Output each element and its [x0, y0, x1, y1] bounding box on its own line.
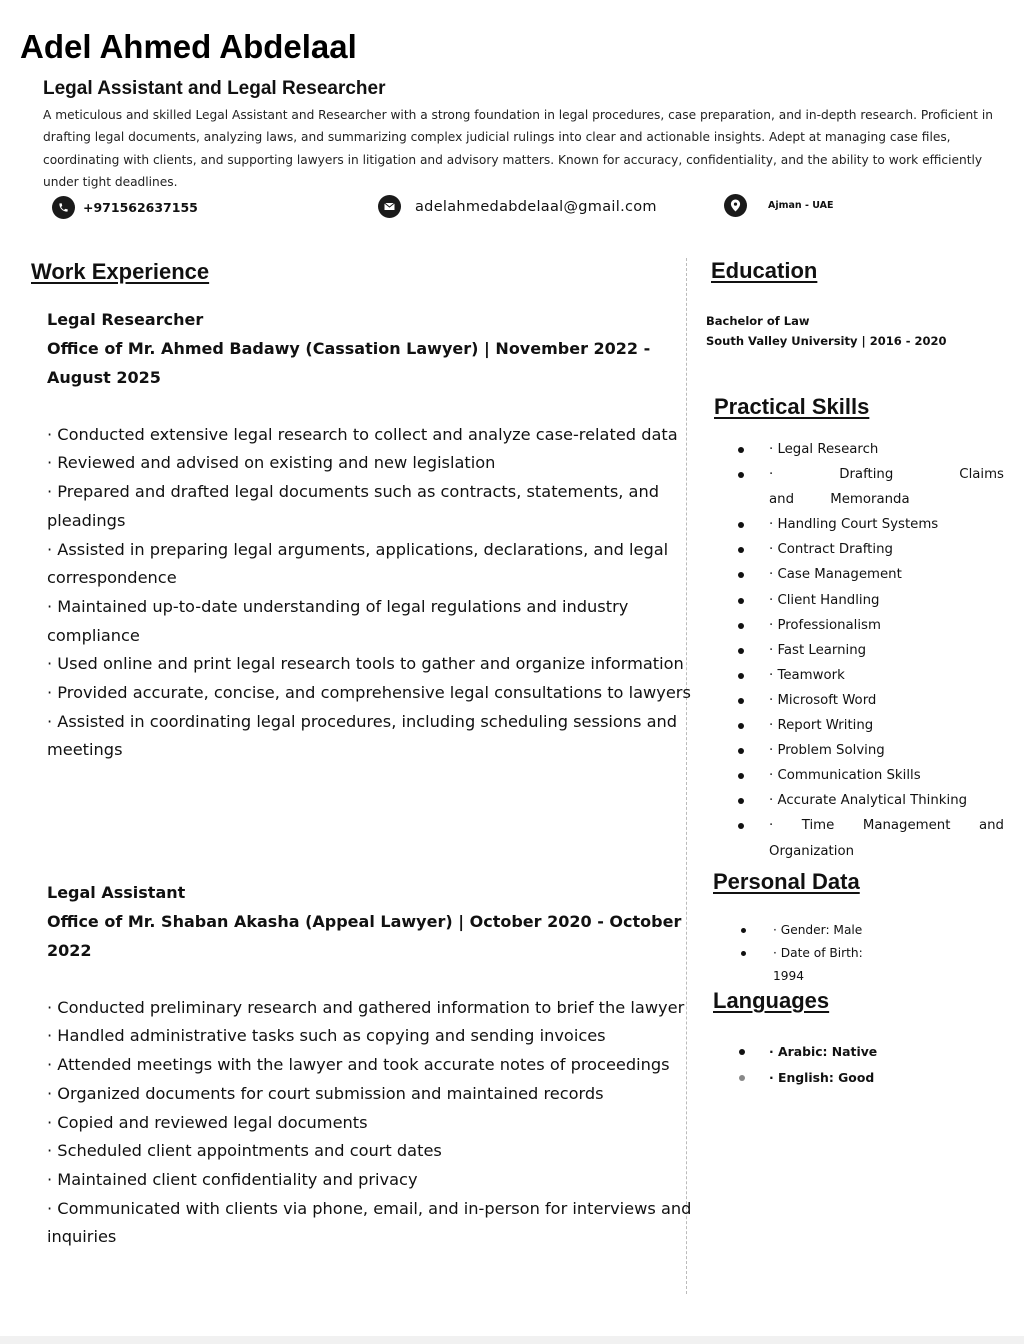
- skill-item: · Accurate Analytical Thinking: [738, 788, 1004, 813]
- page-bottom-edge: [0, 1336, 1024, 1344]
- job-duty: · Conducted preliminary research and gathered information to brief the lawyer: [47, 997, 685, 1017]
- job-title: Legal Researcher: [47, 310, 204, 329]
- phone-number[interactable]: +971562637155: [83, 200, 198, 215]
- skill-item: · Contract Drafting: [738, 537, 1004, 562]
- personal-data-item: · Gender: Male: [741, 919, 901, 942]
- job-duty: · Assisted in coordinating legal procedures, including scheduling sessions and meetings: [47, 711, 678, 760]
- personal-data-heading: Personal Data: [713, 869, 860, 894]
- skill-item: · Professionalism: [738, 613, 1004, 638]
- bullet-dot: [738, 598, 744, 604]
- language-item: · English: Good: [739, 1065, 939, 1091]
- job-entry: [47, 305, 692, 765]
- degree: Bachelor of Law: [706, 314, 810, 328]
- bullet-dot: [741, 951, 746, 956]
- email-icon: [378, 195, 401, 218]
- job-entry: [47, 878, 692, 1252]
- candidate-name: Adel Ahmed Abdelaal: [20, 28, 357, 65]
- bullet-dot: [738, 748, 744, 754]
- bullet-dot: [738, 522, 744, 528]
- practical-skills-heading: Practical Skills: [714, 394, 870, 419]
- bullet-dot: [738, 648, 744, 654]
- bullet-dot: [739, 1049, 745, 1055]
- skill-item: · Problem Solving: [738, 738, 1004, 763]
- contact-phone: [52, 196, 198, 219]
- job-duty: · Organized documents for court submission and maintained records: [47, 1083, 604, 1103]
- skill-item: · Teamwork: [738, 663, 1004, 688]
- bullet-dot: [739, 1075, 745, 1081]
- skill-item: · Legal Research: [738, 437, 1004, 462]
- personal-data-item: · Date of Birth: 1994: [741, 942, 891, 988]
- job-duty: · Assisted in preparing legal arguments, applications, declarations, and legal correspondence: [47, 539, 669, 588]
- job-duty: · Used online and print legal research tools to gather and organize information: [47, 654, 684, 674]
- candidate-role: Legal Assistant and Legal Researcher: [43, 78, 386, 99]
- job-duty: · Attended meetings with the lawyer and took accurate notes of proceedings: [47, 1055, 670, 1075]
- bullet-dot: [738, 773, 744, 779]
- job-duty: · Provided accurate, concise, and comprehensive legal consultations to lawyers: [47, 683, 691, 703]
- skill-item: · Report Writing: [738, 713, 1004, 738]
- bullet-dot: [738, 698, 744, 704]
- bullet-dot: [741, 928, 746, 933]
- skill-item: · Client Handling: [738, 588, 1004, 613]
- skill-item: · Time Management and Organization: [738, 813, 1004, 863]
- education-heading: Education: [711, 258, 818, 283]
- skills-list: [738, 437, 1004, 864]
- skill-item: · Communication Skills: [738, 763, 1004, 788]
- skill-item: · Microsoft Word: [738, 688, 1004, 713]
- contact-location: [724, 194, 834, 217]
- phone-icon: [52, 196, 75, 219]
- job-duty: · Reviewed and advised on existing and new legislation: [47, 453, 496, 473]
- job-duty: · Prepared and drafted legal documents such as contracts, statements, and pleadings: [47, 482, 660, 530]
- skill-item: · Case Management: [738, 562, 1004, 587]
- bullet-dot: [738, 472, 744, 478]
- job-duty: · Handled administrative tasks such as copying and sending invoices: [47, 1026, 606, 1046]
- bullet-dot: [738, 823, 744, 829]
- language-item: · Arabic: Native: [739, 1039, 939, 1065]
- languages-heading: Languages: [713, 988, 830, 1013]
- job-duty: · Communicated with clients via phone, email, and in-person for interviews and inquiries: [47, 1198, 692, 1247]
- job-duty: · Copied and reviewed legal documents: [47, 1112, 368, 1132]
- contact-email: [378, 195, 657, 218]
- languages-list: [739, 1039, 939, 1091]
- location-pin-icon: [724, 194, 747, 217]
- job-title: Legal Assistant: [47, 883, 186, 902]
- bullet-dot: [738, 798, 744, 804]
- bullet-dot: [738, 723, 744, 729]
- job-duty: · Maintained up-to-date understanding of legal regulations and industry compliance: [47, 596, 629, 645]
- bullet-dot: [738, 447, 744, 453]
- job-organization: Office of Mr. Shaban Akasha (Appeal Lawyer) | October 2020 - October 2022: [47, 912, 682, 960]
- profile-summary: A meticulous and skilled Legal Assistant and Researcher with a strong foundation in legal procedures, case preparation, and in-depth research. Proficient in drafting legal documents, analyzing laws, and summarizing complex judicial rulings into clear and actionable insights. Adept at managing case files, coordinating with clients, and supporting lawyers in litigation and advisory matters. Known for accuracy, confidentiality, and the ability to work efficiently under tight deadlines.: [43, 108, 993, 189]
- personal-data-list: [741, 919, 901, 988]
- skill-item: · Drafting Claims and Memoranda: [738, 462, 1004, 512]
- bullet-dot: [738, 623, 744, 629]
- location-text: Ajman - UAE: [768, 200, 834, 211]
- job-duties-list: [47, 994, 692, 1252]
- job-duty: · Maintained client confidentiality and privacy: [47, 1169, 418, 1189]
- skill-item: · Handling Court Systems: [738, 512, 1004, 537]
- work-experience-heading: Work Experience: [31, 259, 210, 284]
- school: South Valley University | 2016 - 2020: [706, 334, 947, 348]
- job-duty: · Scheduled client appointments and court dates: [47, 1141, 442, 1161]
- job-duties-list: [47, 421, 692, 765]
- bullet-dot: [738, 572, 744, 578]
- job-organization: Office of Mr. Ahmed Badawy (Cassation Lawyer) | November 2022 - August 2025: [47, 339, 651, 387]
- job-duty: · Conducted extensive legal research to collect and analyze case-related data: [47, 424, 678, 444]
- skill-item: · Fast Learning: [738, 638, 1004, 663]
- bullet-dot: [738, 673, 744, 679]
- email-address[interactable]: adelahmedabdelaal@gmail.com: [415, 198, 657, 215]
- bullet-dot: [738, 547, 744, 553]
- education-entry: [706, 311, 1006, 351]
